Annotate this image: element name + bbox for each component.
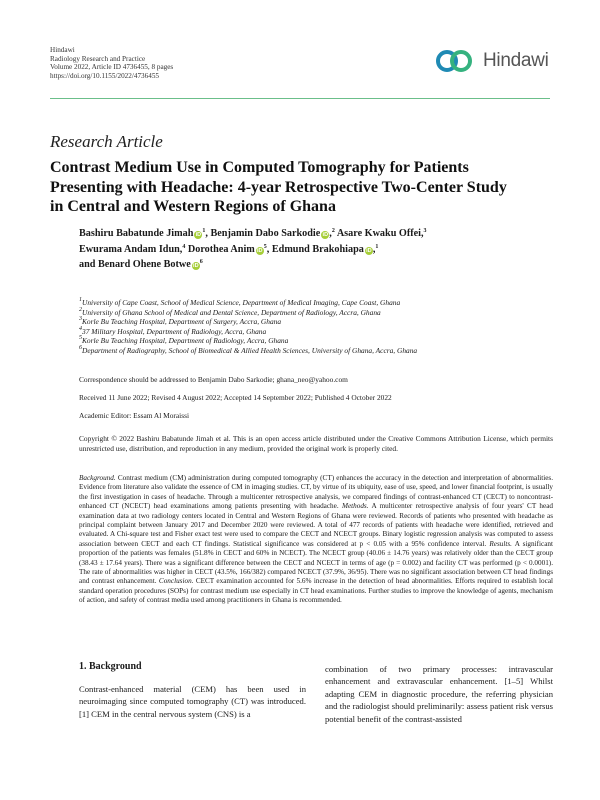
body-column-left: Contrast-enhanced material (CEM) has been used in neuroimaging since computed tomography (CT) was introduced. [1] CEM in the central nervous system (CNS) is a: [79, 684, 306, 719]
affiliation: $^4$37 Military Hospital, Department of Radiology, Accra, Ghana: [79, 325, 267, 336]
orcid-icon[interactable]: iD: [193, 263, 199, 269]
orcid-icon[interactable]: iD: [257, 247, 263, 254]
volume-line: Volume 2022, Article ID 4736455, 8 pages: [50, 63, 174, 72]
article-title: Contrast Medium Use in Computed Tomography for Patients Presenting with Headache: 4-year Retrospective Two-Center Study in Central and Western Regions of Ghana: [50, 159, 507, 215]
academic-editor: Academic Editor: Essam Al Moraissi: [79, 411, 190, 420]
body-column-right: combination of two primary processes: intravascular enhancement and extravascular enhancement. [1–5] Whilst adapting CEM in diagnostic procedure, the referring physician and the radiologist should preliminarily: assess patient risk versus potential benefit of the contrast-assisted: [325, 664, 553, 724]
publication-dates: Received 11 June 2022; Revised 4 August 2022; Accepted 14 September 2022; Published 4 October 2022: [79, 393, 392, 402]
header-rule: [50, 98, 550, 99]
correspondence: Correspondence should be addressed to Benjamin Dabo Sarkodie; ghana_neo@yahoo.com: [79, 375, 348, 384]
affiliation: $^1$University of Cape Coast, School of Medical Science, Department of Medical Imaging, Cape Coast, Ghana: [79, 297, 401, 307]
author[interactable]: Bashiru Babatunde Jimah $iD^1$: [79, 228, 206, 239]
abstract: Background. Contrast medium (CM) administration during computed tomography (CT) enhances the accuracy in the detection and interpretation of abnormalities. Evidence from literature also validate the essence of CM in imaging studies. CT, by virtue of its ubiquity, ease of use, speed, and lower financial footprint, is usually the first investigation in cases of headache. Through a multicenter retrospective analysis, we compared findings of contrast-enhanced CT (CECT) to noncontrast-enhanced CT (NCECT) head examinations among patients presenting with headache. Methods. A multicenter retrospective analysis of four years' CT head examination data at two radiology centers located in Central and Western Regions of Ghana were reviewed. Records of patients who presented with headache as principal complaint between January 2017 and December 2020 were reviewed. A total of 477 records of patients with headache were identified, retrieved and evaluated. A Chi-square test and Fisher exact test were used to compare the CECT and NCECT groups. Binary logistic regression analysis was computed to assess association between CECT and each CT findings. Statistical significance was considered at p < 0.05 with a 95% confidence interval. Results. A significant proportion of the patients was females (51.8% in CECT and 60% in NCECT). The NCECT group (40.06 ± 14.76 years) was relatively older than the CECT group (38.43 ± 17.64 years). There was a significant difference between the CECT and NCECT in terms of age (p = 0.002) and facility CT was performed (p < 0.0001). The rate of abnormalities was higher in CECT (43.5%, 166/382) compared NCECT (37.9%, 36/95). There was no significant association between CT head findings and contrast enhancement. Conclusion. CECT examination accounted for 5.6% increase in the detection of head abnormalities. Efforts required to establish local standard operation procedures (SOPs) for contrast medium use especially in CT head examinations. Further studies to improve the knowledge of agents, mechanism of action, and safety of contrast media used among practitioners in Ghana is recommended.: [79, 474, 554, 605]
orcid-icon[interactable]: iD: [366, 247, 372, 254]
journal-name: Radiology Research and Practice: [50, 54, 146, 63]
author-list: Bashiru Babatunde Jimah $iD^1$, Benjamin Dabo Sarkodie iD,$^2$ Asare Kwaku Offei,$^3$ Ewurama Andam Idun,$^4$ Dorothea Anim $iD^5$, Edmund Brakohiapa iD,$^1$ and Benard Ohene Botwe $iD^6$: [79, 228, 427, 270]
affiliation: $^6$Department of Radiography, School of Biomedical & Allied Health Sciences, University of Ghana, Accra, Ghana: [79, 344, 418, 355]
copyright-notice: Copyright © 2022 Bashiru Babatunde Jimah et al. This is an open access article distributed under the Creative Commons Attribution License, which permits unrestricted use, distribution, and reproduction in any medium, provided the original work is properly cited.: [79, 434, 553, 453]
affiliation: $^2$University of Ghana School of Medical and Dental Science, Department of Radiology, Accra, Ghana: [79, 306, 381, 317]
author[interactable]: Edmund Brakohiapa iD,$^1$: [271, 243, 379, 255]
affiliation: $^3$Korle Bu Teaching Hospital, Department of Surgery, Accra, Ghana: [79, 316, 282, 326]
affiliation: $^5$Korle Bu Teaching Hospital, Department of Radiology, Accra, Ghana: [79, 335, 289, 345]
hindawi-rings-icon: [435, 49, 479, 73]
doi-link[interactable]: https://doi.org/10.1155/2022/4736455: [50, 71, 160, 80]
author[interactable]: and Benard Ohene Botwe $iD^6$: [79, 259, 203, 270]
author[interactable]: Benjamin Dabo Sarkodie iD,$^2$: [210, 228, 335, 239]
article-type: Research Article: [50, 132, 163, 151]
author[interactable]: Ewurama Andam Idun,$^4$: [79, 243, 186, 255]
journal-info: [50, 46, 173, 80]
author[interactable]: Dorothea Anim $iD^5$: [187, 243, 267, 255]
orcid-icon[interactable]: iD: [195, 232, 202, 238]
author[interactable]: Asare Kwaku Offei,$^3$: [336, 228, 427, 239]
publisher-name: Hindawi: [50, 46, 75, 54]
affiliation-list: [79, 298, 539, 355]
orcid-icon[interactable]: iD: [322, 232, 329, 238]
logo-wordmark: Hindawi: [483, 50, 549, 71]
hindawi-logo: [435, 49, 549, 73]
section-heading: 1. Background: [79, 661, 142, 672]
